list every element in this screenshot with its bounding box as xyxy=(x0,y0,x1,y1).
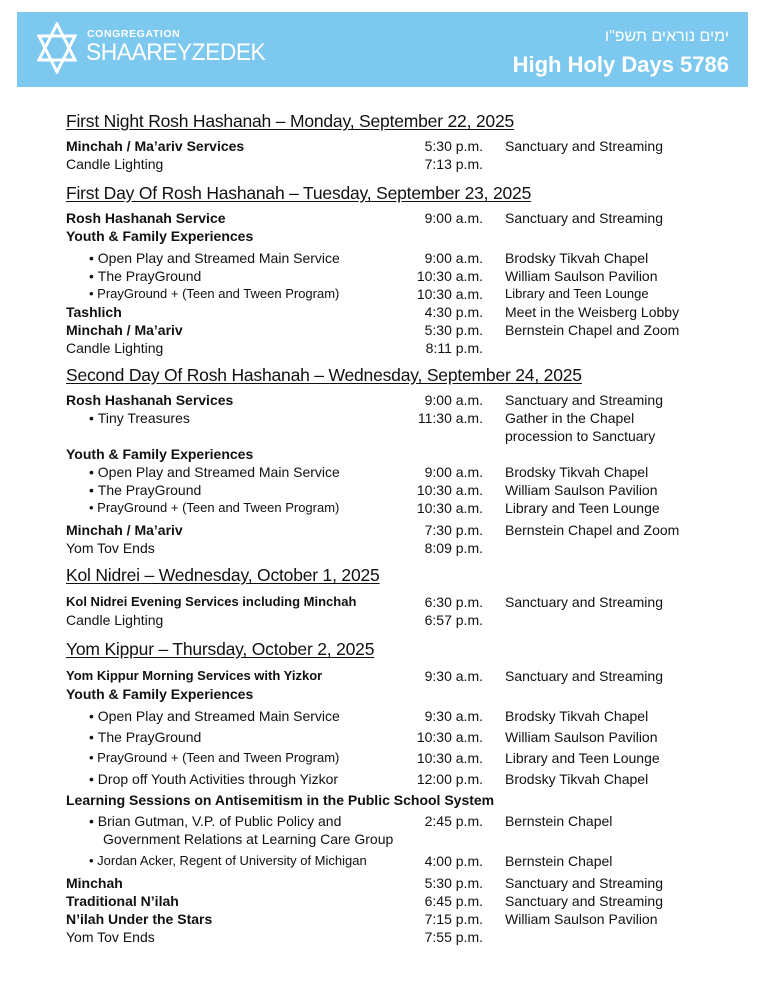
event-name: Yom Kippur Morning Services with Yizkor xyxy=(66,668,323,683)
logo-name-text: SHAAREYZEDEK xyxy=(86,39,266,66)
schedule-row xyxy=(66,391,726,409)
event-name: • The PrayGround xyxy=(89,728,201,746)
event-location: William Saulson Pavilion xyxy=(505,729,658,745)
event-name: N’ilah Under the Stars xyxy=(66,911,213,927)
schedule-row xyxy=(66,521,726,539)
schedule-row xyxy=(66,685,726,703)
event-name: • Open Play and Streamed Main Service xyxy=(89,249,340,267)
event-location: Brodsky Tikvah Chapel xyxy=(505,771,649,787)
event-name: Minchah / Ma’ariv Services xyxy=(66,138,245,154)
schedule-row xyxy=(66,463,726,481)
schedule-row xyxy=(66,667,726,685)
schedule-row xyxy=(66,249,726,267)
event-name: Candle Lighting xyxy=(66,612,164,628)
event-time: 6:30 p.m. xyxy=(424,594,483,610)
event-name: Rosh Hashanah Service xyxy=(66,210,226,226)
event-location: Library and Teen Lounge xyxy=(505,750,660,766)
event-time: 2:45 p.m. xyxy=(424,813,483,829)
schedule-row xyxy=(66,852,726,870)
event-time: 7:30 p.m. xyxy=(424,522,483,538)
event-name: • Tiny Treasures xyxy=(89,409,190,427)
event-name: • Brian Gutman, V.P. of Public Policy and xyxy=(89,812,341,830)
event-name: Yom Tov Ends xyxy=(66,929,155,945)
event-time: 5:30 p.m. xyxy=(424,138,483,154)
event-time: 10:30 a.m. xyxy=(416,729,483,745)
event-location: Bernstein Chapel and Zoom xyxy=(505,522,680,538)
event-time: 5:30 p.m. xyxy=(424,322,483,338)
event-location: William Saulson Pavilion xyxy=(505,268,658,284)
event-time: 4:30 p.m. xyxy=(424,304,483,320)
event-time: 4:00 p.m. xyxy=(424,853,483,869)
event-time: 10:30 a.m. xyxy=(416,500,483,516)
event-name: • Jordan Acker, Regent of University of Michigan xyxy=(89,852,367,870)
event-name: Minchah xyxy=(66,875,123,891)
schedule-row xyxy=(66,611,726,629)
event-name: • The PrayGround xyxy=(89,267,201,285)
event-time: 5:30 p.m. xyxy=(424,875,483,891)
schedule-row xyxy=(66,707,726,728)
event-location: Sanctuary and Streaming xyxy=(505,210,663,226)
event-name: • Open Play and Streamed Main Service xyxy=(89,707,340,725)
event-group-name: Learning Sessions on Antisemitism in the Public School System xyxy=(66,792,495,808)
star-of-david-logo-icon xyxy=(37,22,77,74)
schedule-row xyxy=(66,321,726,339)
schedule-row xyxy=(66,910,726,928)
page-title: High Holy Days 5786 xyxy=(512,52,729,77)
schedule-row xyxy=(66,928,726,946)
schedule-row xyxy=(66,481,726,499)
schedule-row xyxy=(66,812,726,830)
event-location-line2: procession to Sanctuary xyxy=(505,428,656,444)
event-name: Candle Lighting xyxy=(66,340,164,356)
event-time: 9:30 a.m. xyxy=(424,668,483,684)
schedule-row xyxy=(66,303,726,321)
schedule-row xyxy=(66,227,726,245)
schedule-row xyxy=(66,593,726,611)
event-time: 8:09 p.m. xyxy=(424,540,483,556)
schedule-row xyxy=(66,339,726,357)
schedule-row xyxy=(66,209,726,227)
section-title: Kol Nidrei – Wednesday, October 1, 2025 xyxy=(66,565,380,585)
event-location: Bernstein Chapel xyxy=(505,813,613,829)
schedule-row xyxy=(66,539,726,557)
event-time: 8:11 p.m. xyxy=(425,340,483,356)
event-location: Meet in the Weisberg Lobby xyxy=(505,304,680,320)
event-name: • PrayGround + (Teen and Tween Program) xyxy=(89,499,339,517)
event-location: Brodsky Tikvah Chapel xyxy=(505,708,649,724)
hebrew-title: ימים נוראים תשפ"ו xyxy=(604,28,729,45)
event-name: Rosh Hashanah Services xyxy=(66,392,234,408)
event-time: 6:57 p.m. xyxy=(424,612,483,628)
event-time: 11:30 a.m. xyxy=(417,410,483,426)
event-name: • The PrayGround xyxy=(89,481,201,499)
event-time: 10:30 a.m. xyxy=(416,482,483,498)
event-name: • Drop off Youth Activities through Yizkor xyxy=(89,770,338,788)
event-location: William Saulson Pavilion xyxy=(505,482,658,498)
event-location: William Saulson Pavilion xyxy=(505,911,658,927)
event-location: Sanctuary and Streaming xyxy=(505,594,663,610)
section-title: First Day Of Rosh Hashanah – Tuesday, September 23, 2025 xyxy=(66,183,532,203)
event-name: Traditional N’ilah xyxy=(66,893,179,909)
section-title: Second Day Of Rosh Hashanah – Wednesday, September 24, 2025 xyxy=(66,365,582,385)
event-name: • PrayGround + (Teen and Tween Program) xyxy=(89,749,339,767)
event-time: 10:30 a.m. xyxy=(416,268,483,284)
event-name: Tashlich xyxy=(66,304,122,320)
event-location: Library and Teen Lounge xyxy=(505,500,660,516)
event-group-name: Youth & Family Experiences xyxy=(66,228,254,244)
event-time: 9:00 a.m. xyxy=(424,464,483,480)
section-title: Yom Kippur – Thursday, October 2, 2025 xyxy=(66,639,375,659)
schedule-row xyxy=(66,770,726,791)
event-name: Candle Lighting xyxy=(66,156,164,172)
event-time: 6:45 p.m. xyxy=(424,893,483,909)
event-name: Kol Nidrei Evening Services including Minchah xyxy=(66,594,357,609)
event-time: 7:55 p.m. xyxy=(424,929,483,945)
event-location: Sanctuary and Streaming xyxy=(505,138,663,154)
header-banner xyxy=(17,12,748,87)
event-location: Brodsky Tikvah Chapel xyxy=(505,464,649,480)
event-time: 9:00 a.m. xyxy=(424,210,483,226)
event-time: 9:30 a.m. xyxy=(424,708,483,724)
event-name: • PrayGround + (Teen and Tween Program) xyxy=(89,285,339,303)
event-location: Bernstein Chapel xyxy=(505,853,613,869)
event-location: Bernstein Chapel and Zoom xyxy=(505,322,680,338)
event-group-name: Youth & Family Experiences xyxy=(66,686,254,702)
event-name-line2: Government Relations at Learning Care Group xyxy=(103,831,394,847)
schedule-row xyxy=(66,791,726,812)
schedule-row xyxy=(66,445,726,463)
event-location: Sanctuary and Streaming xyxy=(505,893,663,909)
schedule-row-continuation xyxy=(66,830,726,848)
event-group-name: Youth & Family Experiences xyxy=(66,446,254,462)
event-time: 9:00 a.m. xyxy=(424,250,483,266)
event-time: 10:30 a.m. xyxy=(416,286,483,302)
event-location: Gather in the Chapel xyxy=(505,410,635,426)
schedule-row xyxy=(66,267,726,285)
logo-congregation-text: CONGREGATION xyxy=(87,28,181,40)
event-name: Minchah / Ma’ariv xyxy=(66,322,183,338)
event-time: 9:00 a.m. xyxy=(424,392,483,408)
event-name: • Open Play and Streamed Main Service xyxy=(89,463,340,481)
event-location: Sanctuary and Streaming xyxy=(505,668,663,684)
event-name: Minchah / Ma’ariv xyxy=(66,522,183,538)
event-time: 7:13 p.m. xyxy=(424,156,483,172)
schedule-row xyxy=(66,137,726,155)
schedule-row xyxy=(66,409,726,427)
schedule-row xyxy=(66,892,726,910)
event-time: 10:30 a.m. xyxy=(416,750,483,766)
event-location: Sanctuary and Streaming xyxy=(505,875,663,891)
event-name: Yom Tov Ends xyxy=(66,540,155,556)
schedule-row xyxy=(66,874,726,892)
event-time: 7:15 p.m. xyxy=(424,911,483,927)
schedule-row xyxy=(66,499,726,517)
section-title: First Night Rosh Hashanah – Monday, September 22, 2025 xyxy=(66,111,515,131)
event-location: Sanctuary and Streaming xyxy=(505,392,663,408)
schedule-row xyxy=(66,155,726,173)
schedule-row xyxy=(66,285,726,303)
event-location: Brodsky Tikvah Chapel xyxy=(505,250,649,266)
event-time: 12:00 p.m. xyxy=(416,771,483,787)
event-location: Library and Teen Lounge xyxy=(505,286,649,301)
schedule-row-continuation xyxy=(66,427,726,445)
schedule-row xyxy=(66,728,726,749)
schedule-row xyxy=(66,749,726,770)
schedule xyxy=(66,109,726,946)
